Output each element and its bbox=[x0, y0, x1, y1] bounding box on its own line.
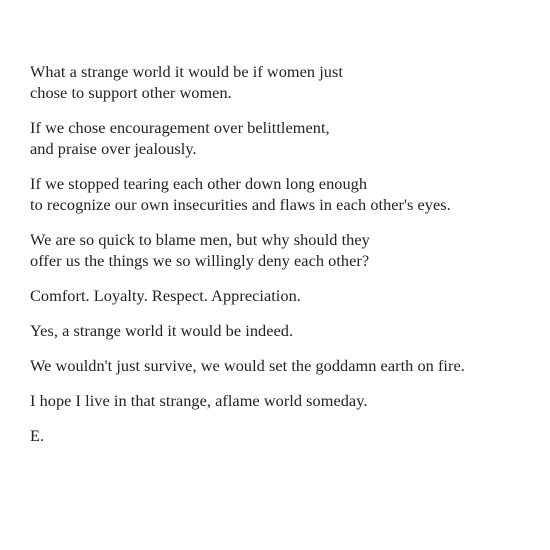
poem-line: Yes, a strange world it would be indeed. bbox=[30, 321, 294, 340]
poem-line: We wouldn't just survive, we would set the goddamn earth on fire. bbox=[30, 356, 465, 375]
signature bbox=[30, 425, 545, 446]
poem-line: We are so quick to blame men, but why should they bbox=[30, 230, 370, 249]
poem-line: chose to support other women. bbox=[30, 83, 232, 102]
stanza bbox=[30, 390, 545, 411]
poem-line: If we chose encouragement over belittlement, bbox=[30, 118, 330, 137]
signature-initial: E. bbox=[30, 426, 45, 445]
stanza bbox=[30, 229, 545, 271]
stanza bbox=[30, 355, 545, 376]
stanza bbox=[30, 320, 545, 341]
poem-line: What a strange world it would be if women just bbox=[30, 62, 343, 81]
poem-line: I hope I live in that strange, aflame world someday. bbox=[30, 391, 368, 410]
poem-line: If we stopped tearing each other down long enough bbox=[30, 174, 368, 193]
poem-line: and praise over jealously. bbox=[30, 139, 197, 158]
poem-line: offer us the things we so willingly deny each other? bbox=[30, 251, 370, 270]
poem-line: to recognize our own insecurities and flaws in each other's eyes. bbox=[30, 195, 451, 214]
stanza bbox=[30, 117, 545, 159]
poem-text bbox=[30, 61, 545, 460]
stanza bbox=[30, 61, 545, 103]
poem-line: Comfort. Loyalty. Respect. Appreciation. bbox=[30, 286, 301, 305]
stanza bbox=[30, 173, 545, 215]
stanza bbox=[30, 285, 545, 306]
